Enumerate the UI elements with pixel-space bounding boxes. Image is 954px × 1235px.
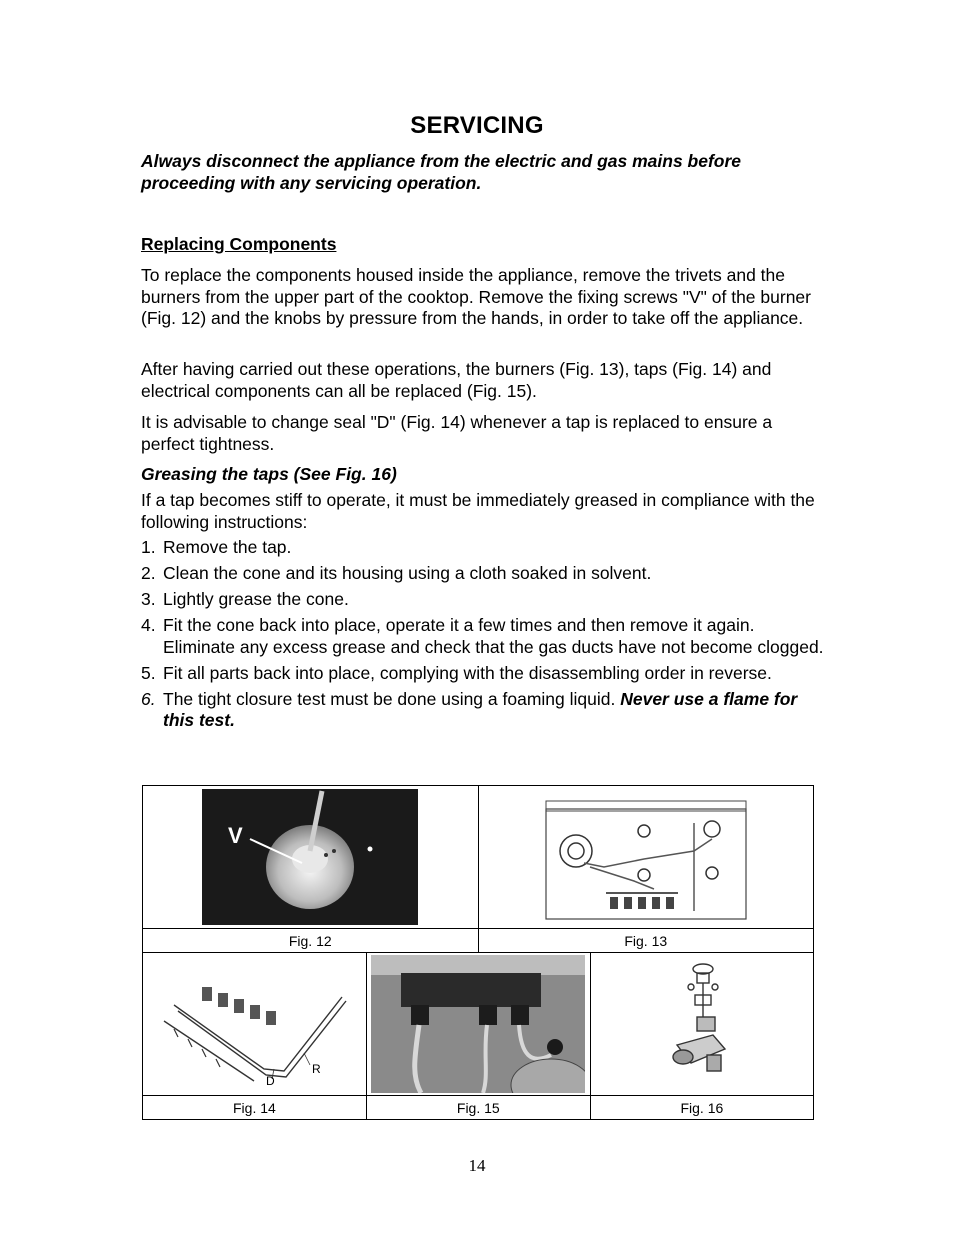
fig16-cell: [590, 953, 813, 1096]
step-text: Lightly grease the cone.: [163, 589, 349, 609]
greasing-intro: If a tap becomes stiff to operate, it must be immediately greased in compliance with the following instructions:: [141, 490, 815, 532]
step-text: Fit all parts back into place, complying with the disassembling order in reverse.: [163, 662, 772, 683]
fig14-label-r: R: [312, 1062, 322, 1076]
list-item: [141, 537, 831, 559]
fig16-caption: Fig. 16: [590, 1096, 813, 1120]
step-number: 4.: [141, 615, 156, 635]
page-number: 14: [468, 1156, 486, 1175]
fig15-electrical-photo: [371, 955, 585, 1093]
fig12-label-v: V: [228, 823, 243, 848]
section-heading: Replacing Components: [141, 234, 337, 254]
step-number: 6.: [141, 688, 156, 709]
fig13-cell: [478, 786, 813, 929]
step-number: 5.: [141, 662, 156, 683]
paragraph-replacing-3: It is advisable to change seal "D" (Fig. 14) whenever a tap is replaced to ensure a perfect tightness.: [141, 412, 773, 454]
fig15-caption: Fig. 15: [366, 1096, 590, 1120]
list-item: [141, 589, 831, 611]
figure-table-bottom: [142, 952, 814, 1120]
list-item: [141, 689, 831, 732]
fig16-tap-exploded: [647, 959, 757, 1089]
fig14-cell: [143, 953, 367, 1096]
fig12-cell: [143, 786, 479, 929]
fig14-label-d: D: [266, 1074, 276, 1087]
paragraph-replacing-1: To replace the components housed inside the appliance, remove the trivets and the burners from the upper part of the cooktop. Remove the fixing screws "V" of the burner (Fig. 12) and the knobs by pressure from the hands, in order to take off the appliance.: [141, 265, 811, 328]
step-text: Clean the cone and its housing using a cloth soaked in solvent.: [163, 563, 652, 583]
step-text: The tight closure test must be done using a foaming liquid.: [163, 688, 621, 709]
fig14-caption: Fig. 14: [143, 1096, 367, 1120]
fig15-cell: [366, 953, 590, 1096]
flame-warning: Never use a flame for this test.: [163, 688, 798, 730]
step-number: 3.: [141, 589, 156, 609]
step-text: Fit the cone back into place, operate it a few times and then remove it again. Eliminate any excess grease and check that the gas ducts have not become clogged.: [163, 615, 824, 657]
page-title: SERVICING: [410, 112, 544, 139]
safety-warning: Always disconnect the appliance from the electric and gas mains before proceeding with any servicing operation.: [141, 151, 742, 193]
fig14-taps-diagram: [154, 961, 354, 1087]
step-text: Remove the tap.: [163, 537, 292, 557]
fig12-burner-photo: [202, 789, 418, 925]
fig12-caption: Fig. 12: [143, 929, 479, 953]
step-number: 2.: [141, 563, 156, 583]
step-number: 1.: [141, 537, 156, 557]
list-item: [141, 563, 831, 585]
fig13-cooktop-diagram: [544, 793, 748, 921]
figure-table-top: [142, 785, 814, 953]
fig13-caption: Fig. 13: [478, 929, 813, 953]
list-item: [141, 615, 831, 658]
greasing-steps-list: [141, 537, 831, 736]
list-item: [141, 663, 831, 685]
greasing-heading: Greasing the taps (See Fig. 16): [141, 464, 397, 484]
paragraph-replacing-2: After having carried out these operations, the burners (Fig. 13), taps (Fig. 14) and electrical components can all be replaced (Fig. 15).: [141, 359, 772, 401]
